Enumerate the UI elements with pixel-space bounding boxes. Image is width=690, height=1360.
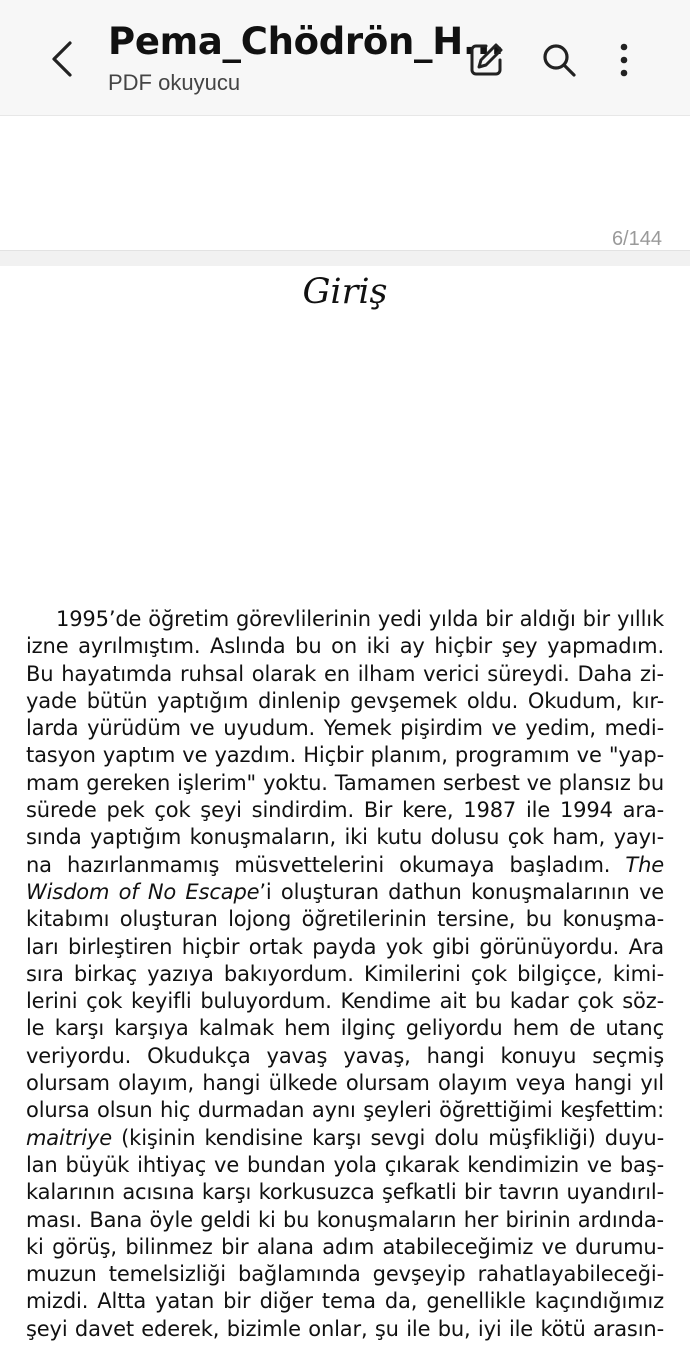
text-line: lan büyük ihtiyaç ve bundan yola çıkarak kendimizin ve baş-	[26, 1152, 664, 1177]
text-line: olursa olsun hiç durmadan aynı şeyleri öğrettiğimi keşfettim:	[26, 1098, 664, 1123]
text-line: izne ayrılmıştım. Aslında bu on iki ay hiçbir şey yapmadım.	[26, 634, 664, 659]
text-line: mam gereken işlerim" yoktu. Tamamen serbest ve plansız bu	[26, 770, 664, 795]
text-line: muzun temelsizliği bağlamında gevşeyip rahatlayabileceği-	[26, 1262, 664, 1287]
text-line: lerini çok keyifli buluyordum. Kendime ait bu kadar çok söz-	[26, 989, 664, 1014]
text-line: 1995’de öğretim görevlilerinin yedi yılda bir aldığı bir yıllık	[56, 607, 664, 631]
page-indicator: 6/144	[611, 228, 662, 250]
search-icon	[539, 40, 579, 80]
text-line: şeyi davet ederek, bizimle onlar, şu ile bu, iyi ile kötü arasın-	[26, 1316, 664, 1341]
chevron-left-icon	[48, 39, 78, 79]
term-italic: maitriye	[26, 1125, 113, 1150]
text-line: kitabımı oluşturan lojong öğretilerinin tersine, bu konuşma-	[26, 907, 664, 932]
more-options-button[interactable]	[598, 34, 650, 86]
chapter-title: Giriş	[302, 272, 388, 312]
app-subtitle: PDF okuyucu	[108, 70, 241, 95]
pdf-page[interactable]	[0, 266, 690, 1360]
text-segment: ’i oluşturan dathun konuşmalarının ve	[259, 879, 664, 904]
text-line: Bu hayatımda ruhsal olarak en ilham verici süreydi. Daha zi-	[26, 661, 664, 686]
page-separator	[0, 250, 690, 267]
back-button[interactable]	[36, 32, 90, 86]
more-vertical-icon	[614, 40, 634, 80]
text-line	[26, 852, 664, 879]
text-segment: na hazırlanmamış müsvettelerini okumaya başladım.	[26, 852, 611, 877]
book-title-italic: Wisdom of No Escape	[26, 879, 260, 904]
text-line	[26, 1125, 664, 1152]
text-line: ki görüş, bilinmez bir alana adım atabileceğimiz ve durumu-	[26, 1234, 664, 1259]
edit-button[interactable]	[460, 34, 512, 86]
text-line: yade bütün yaptığım dinlenip gevşemek oldu. Okudum, kır-	[26, 688, 664, 713]
text-line	[26, 879, 664, 906]
text-line: larda yürüdüm ve uyudum. Yemek pişirdim ve yedim, medi-	[26, 716, 664, 741]
text-line: olursam olayım, hangi ülkede olursam olayım veya hangi yıl	[26, 1071, 664, 1096]
previous-page-bottom	[0, 116, 690, 250]
book-title-italic: The	[625, 852, 665, 877]
text-line: ları birleştiren hiçbir ortak payda yok gibi görünüyordu. Ara	[26, 934, 664, 959]
text-line: sıra birkaç yazıya bakıyordum. Kimilerini çok bilgiçce, kimi-	[26, 961, 664, 986]
body-text	[26, 606, 664, 1343]
document-title: Pema_Chödrön_H...	[108, 20, 505, 63]
top-app-bar	[0, 0, 690, 116]
text-line: ması. Bana öyle geldi ki bu konuşmaların her birinin ardında-	[26, 1207, 664, 1232]
text-line: le karşı karşıya kalmak hem ilginç geliyordu hem de utanç	[26, 1016, 664, 1041]
text-segment: (kişinin kendisine karşı sevgi dolu müşfikliği) duyu-	[112, 1125, 664, 1150]
text-line: sürede pek çok şeyi sindirdim. Bir kere, 1987 ile 1994 ara-	[26, 798, 664, 823]
text-line: sında yaptığım konuşmaların, iki kutu dolusu çok ham, yayı-	[26, 825, 664, 850]
text-line: kalarının acısına karşı korkusuzca şefkatli bir tavrın uyandırıl-	[26, 1180, 664, 1205]
edit-icon	[466, 40, 506, 80]
text-line: tasyon yaptım ve yazdım. Hiçbir planım, programım ve "yap-	[26, 743, 664, 768]
text-line: mizdi. Altta yatan bir diğer tema da, genellikle kaçındığımız	[26, 1289, 664, 1314]
text-line: veriyordu. Okudukça yavaş yavaş, hangi konuyu seçmiş	[26, 1043, 664, 1068]
search-button[interactable]	[533, 34, 585, 86]
